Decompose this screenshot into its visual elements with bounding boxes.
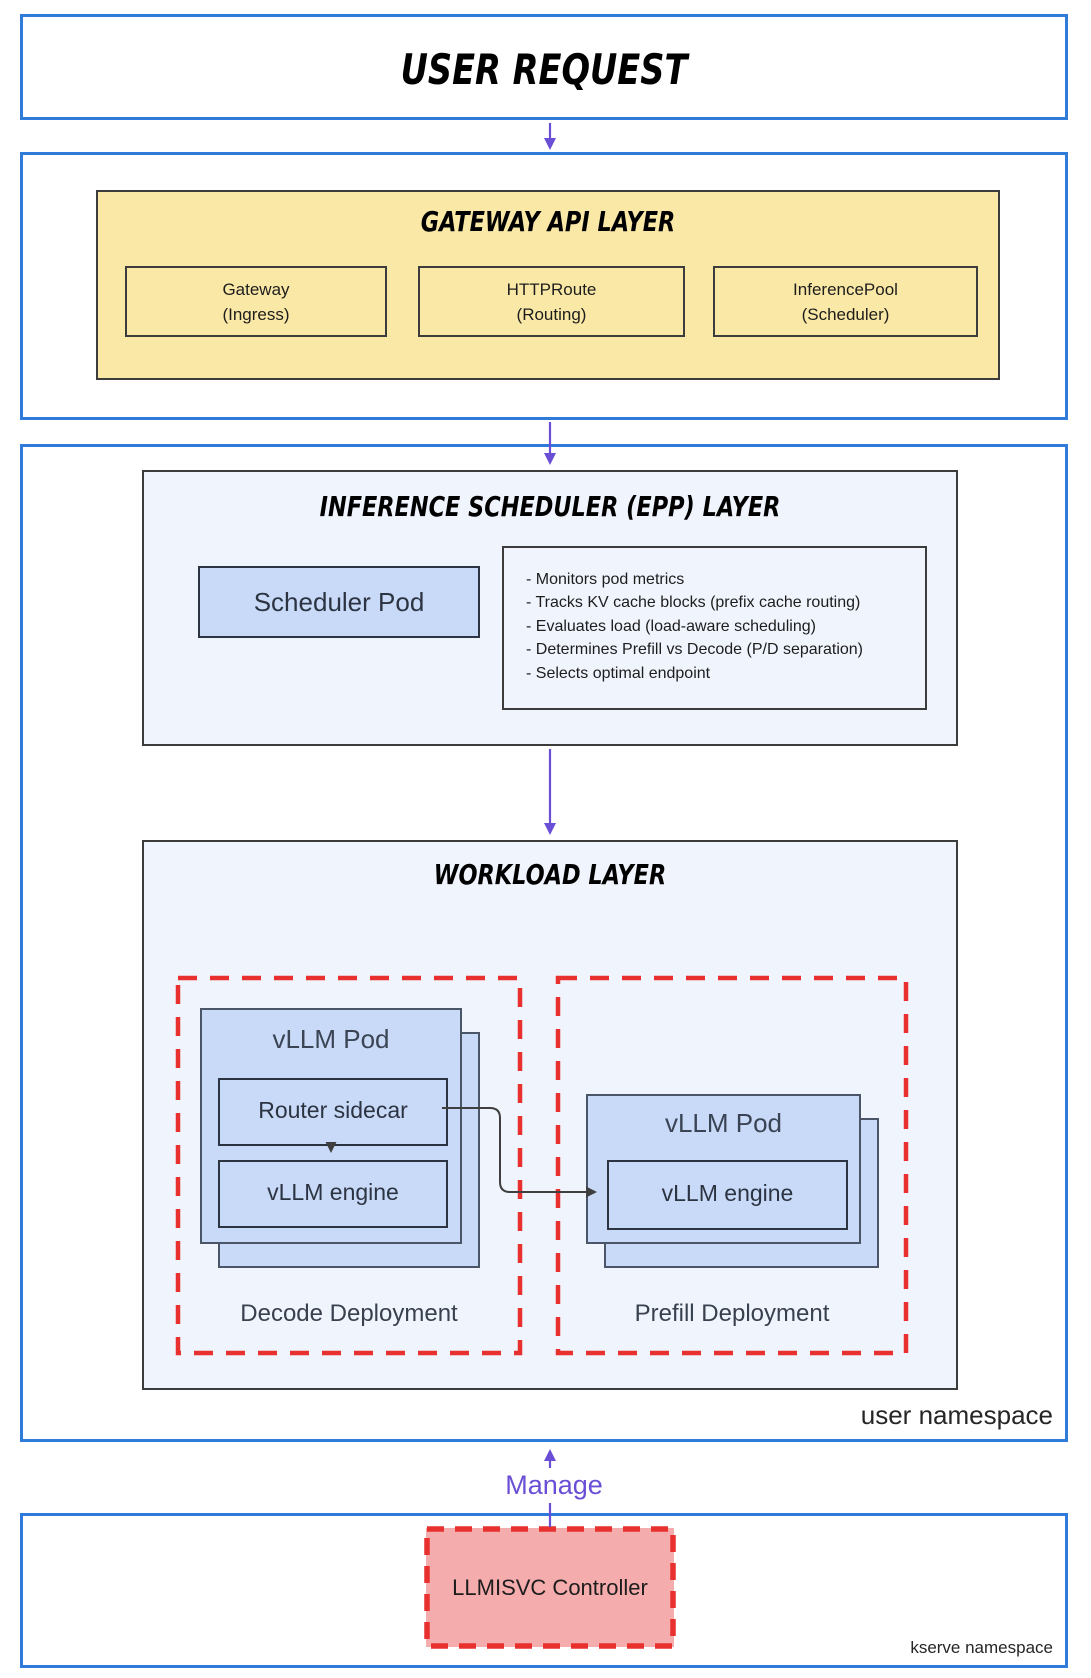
scheduler-notes-box <box>502 546 927 710</box>
decode-pod-card <box>200 1008 462 1244</box>
prefill-deployment-caption: Prefill Deployment <box>634 1300 830 1327</box>
httproute-role: (Routing) <box>516 305 587 324</box>
scheduler-note: - Monitors pod metrics <box>526 571 685 588</box>
httproute-box <box>418 266 685 337</box>
gateway-ingress-role: (Ingress) <box>222 305 290 324</box>
inference-scheduler-layer-title: INFERENCE SCHEDULER (EPP) LAYER <box>319 490 781 523</box>
user-request-title: USER REQUEST <box>400 45 688 94</box>
prefill-vllm-engine-box: vLLM engine <box>607 1160 848 1230</box>
llmisvc-controller-box <box>426 1528 674 1647</box>
prefill-pod-label: vLLM Pod <box>664 1108 783 1138</box>
decode-pod-label: vLLM Pod <box>272 1024 390 1054</box>
gateway-ingress-name: Gateway <box>222 280 290 299</box>
inferencepool-role: (Scheduler) <box>801 305 890 324</box>
scheduler-note: - Evaluates load (load-aware scheduling) <box>526 617 816 635</box>
user-namespace-label: user namespace <box>860 1400 1053 1430</box>
inferencepool-box <box>713 266 978 337</box>
router-sidecar-box: Router sidecar <box>218 1078 448 1146</box>
user-request-box <box>20 14 1068 120</box>
decode-deployment-caption: Decode Deployment <box>240 1300 458 1327</box>
manage-label: Manage <box>488 1468 620 1503</box>
scheduler-pod-box: Scheduler Pod <box>198 566 480 638</box>
llmisvc-controller-label: LLMISVC Controller <box>452 1574 648 1600</box>
prefill-pod-card <box>586 1094 861 1244</box>
gateway-api-layer-title: GATEWAY API LAYER <box>420 205 676 238</box>
gateway-ingress-box <box>125 266 387 337</box>
kserve-namespace-label: kserve namespace <box>910 1638 1053 1657</box>
scheduler-note: - Selects optimal endpoint <box>526 664 711 682</box>
scheduler-note: - Tracks KV cache blocks (prefix cache routing) <box>526 594 861 612</box>
scheduler-note: - Determines Prefill vs Decode (P/D separation) <box>526 641 864 659</box>
decode-vllm-engine-box: vLLM engine <box>218 1160 448 1228</box>
workload-layer-title: WORKLOAD LAYER <box>433 858 667 891</box>
inferencepool-name: InferencePool <box>793 280 898 299</box>
httproute-name: HTTPRoute <box>506 280 597 299</box>
